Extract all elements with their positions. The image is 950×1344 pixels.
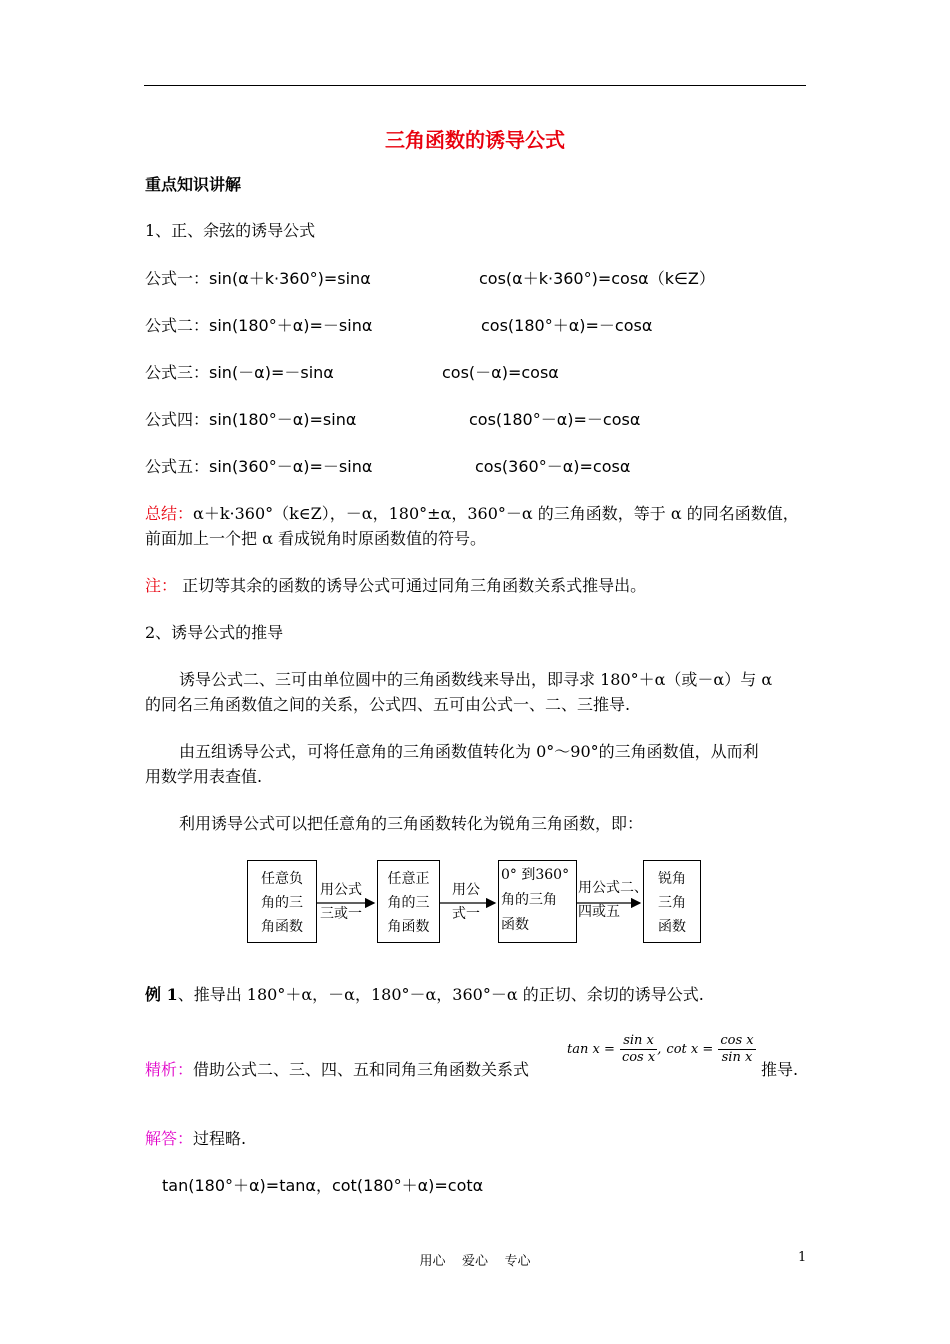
example-label: 例 1 <box>145 985 178 1004</box>
tan-fraction: $\frac{\text{sin x}}{\text{cos x}}$ <box>621 1033 656 1065</box>
para-2-line-1: 由五组诱导公式，可将任意角的三角函数值转化为 0°～90°的三角函数值，从而利 <box>179 742 759 761</box>
subsection-2: 2、诱导公式的推导 <box>145 623 284 642</box>
summary-line-2: 前面加上一个把 α 看成锐角时原函数值的符号。 <box>145 529 486 548</box>
para-1-line-1: 诱导公式二、三可由单位圆中的三角函数线来导出，即寻求 180°＋α（或－α）与 α <box>179 670 773 689</box>
formula-5-cos: cos(360°－α)=cosα <box>475 457 631 476</box>
answer-label: 解答： <box>145 1129 194 1148</box>
formula-label: 公式三： <box>145 363 210 382</box>
cot-fraction: $\frac{\text{cos x}}{\text{sin x}}$ <box>720 1033 754 1065</box>
para-3: 利用诱导公式可以把任意角的三角函数转化为锐角三角函数，即： <box>179 814 644 833</box>
flow-box-negative-angle: 任意负 角的三 角函数 <box>247 860 317 943</box>
formula-image <box>567 1033 756 1066</box>
tan-lhs: tan x = <box>567 1042 615 1057</box>
note-label: 注： <box>145 576 178 595</box>
analysis-text: 借助公式二、三、四、五和同角三角函数关系式 <box>193 1060 530 1079</box>
formula-1-cos: cos(α＋k·360°)=cosα（k∈Z） <box>479 269 715 288</box>
formula-sin: sin(－α)=－sinα <box>209 363 334 382</box>
formula-2-cos: cos(180°＋α)=－cosα <box>481 316 653 335</box>
formula-label: 公式五： <box>145 457 210 476</box>
flow-arrow-label-2: 用公 式一 <box>452 882 480 922</box>
analysis-tail: 推导. <box>761 1060 799 1079</box>
para-1-line-2: 的同名三角函数值之间的关系，公式四、五可由公式一、二、三推导. <box>145 695 631 714</box>
formula-separator: , <box>657 1042 662 1057</box>
section-heading: 重点知识讲解 <box>145 175 242 194</box>
example-1 <box>145 984 704 1006</box>
page-title: 三角函数的诱导公式 <box>385 128 565 152</box>
formula-sin: sin(α＋k·360°)=sinα <box>209 269 371 288</box>
formula-4-cos: cos(180°－α)=－cosα <box>469 410 641 429</box>
analysis <box>145 1059 529 1081</box>
example-text: 、推导出 180°＋α，－α，180°－α，360°－α 的正切、余切的诱导公式. <box>177 985 704 1004</box>
formula-label: 公式一： <box>145 269 210 288</box>
flow-box-acute-angle: 锐角 三角 函数 <box>643 860 701 943</box>
subsection-1: 1、正、余弦的诱导公式 <box>145 221 316 240</box>
formula-label: 公式四： <box>145 410 210 429</box>
footer-text: 用心 爱心 专心 <box>419 1254 531 1269</box>
answer-text: 过程略. <box>193 1129 247 1148</box>
flow-box-positive-angle: 任意正 角的三 角函数 <box>377 860 440 943</box>
formula-3-cos: cos(－α)=cosα <box>442 363 559 382</box>
formula-sin: sin(180°－α)=sinα <box>209 410 357 429</box>
para-2-line-2: 用数学用表查值. <box>145 767 263 786</box>
answer <box>145 1128 246 1150</box>
flow-arrow-label-1: 用公式 三或一 <box>320 882 362 922</box>
result-formula: tan(180°＋α)=tanα，cot(180°＋α)=cotα <box>162 1176 484 1195</box>
formula-sin: sin(360°－α)=－sinα <box>209 457 373 476</box>
note-text: 正切等其余的函数的诱导公式可通过同角三角函数关系式推导出。 <box>182 576 647 595</box>
summary-label: 总结： <box>145 504 194 523</box>
flow-arrow-label-3: 用公式二、 四或五 <box>578 880 648 920</box>
formula-sin: sin(180°＋α)=－sinα <box>209 316 373 335</box>
analysis-label: 精析： <box>145 1060 194 1079</box>
summary-text: α＋k·360°（k∈Z），－α，180°±α，360°－α 的三角函数，等于 α 的同名函数值， <box>193 504 799 523</box>
cot-lhs: cot x = <box>666 1042 714 1057</box>
formula-label: 公式二： <box>145 316 210 335</box>
page-number: 1 <box>798 1250 807 1265</box>
flow-box-0-360: 0° 到360° 角的三角 函数 <box>498 860 577 943</box>
